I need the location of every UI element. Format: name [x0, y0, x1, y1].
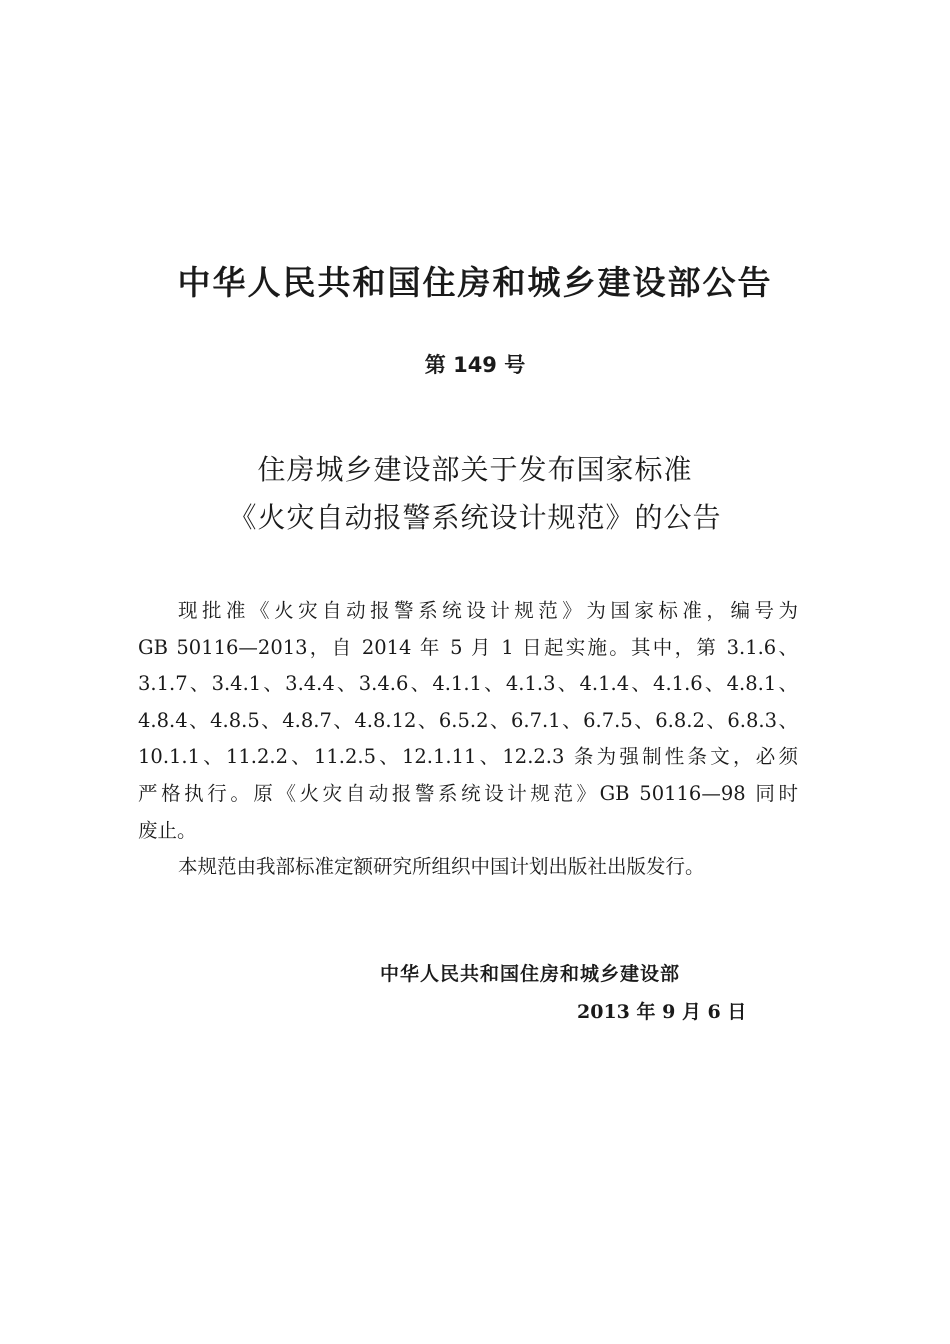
issuing-organization: 中华人民共和国住房和城乡建设部 — [380, 963, 681, 985]
issue-date: 2013 年 9 月 6 日 — [577, 1001, 747, 1023]
paragraph-line: 3.1.7、3.4.1、3.4.4、3.4.6、4.1.1、4.1.3、4.1.4、4.1.6、4.8.1、 — [138, 672, 798, 696]
paragraph-line: GB 50116—2013，自 2014 年 5 月 1 日起实施。其中，第 3.1.6、 — [138, 635, 798, 659]
announcement-body — [138, 593, 798, 886]
paragraph-line: 废止。 — [138, 818, 197, 842]
announcement-number: 第 149 号 — [424, 353, 526, 377]
paragraph-line: 现批准《火灾自动报警系统设计规范》为国家标准，编号为 — [178, 599, 798, 622]
signature-block — [380, 955, 750, 1031]
paragraph-line: 严格执行。原《火灾自动报警系统设计规范》GB 50116—98 同时 — [138, 781, 798, 805]
paragraph-line: 10.1.1、11.2.2、11.2.5、12.1.11、12.2.3 条为强制性条文，必须 — [138, 745, 798, 769]
publication-note: 本规范由我部标准定额研究所组织中国计划出版社出版发行。 — [178, 855, 705, 879]
announcement-subtitle — [0, 446, 950, 542]
subtitle-line: 住房城乡建设部关于发布国家标准 — [257, 453, 693, 486]
paragraph-line: 4.8.4、4.8.5、4.8.7、4.8.12、6.5.2、6.7.1、6.7.5、6.8.2、6.8.3、 — [138, 708, 798, 732]
announcement-title: 中华人民共和国住房和城乡建设部公告 — [177, 263, 773, 302]
subtitle-line: 《火灾自动报警系统设计规范》的公告 — [228, 501, 722, 534]
